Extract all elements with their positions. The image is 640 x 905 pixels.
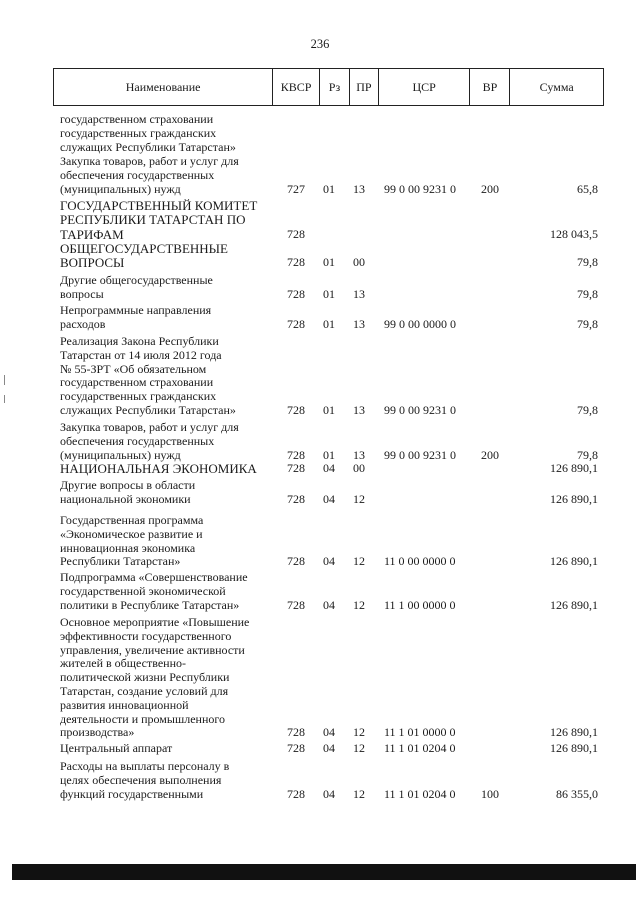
row-name-line: жителей в общественно- — [60, 656, 186, 671]
row-name — [60, 304, 266, 332]
row-name-line: Расходы на выплаты персоналу в — [60, 759, 230, 773]
row-sum: 79,8 — [577, 287, 598, 301]
row-pr: 00 — [353, 255, 365, 269]
row-name-line: национальной экономики — [60, 491, 191, 506]
row-name-line: ОБЩЕГОСУДАРСТВЕННЫЕ — [60, 241, 228, 256]
row-name-line: Другие общегосударственные — [60, 273, 213, 287]
row-name-line: Татарстан, создание условий для — [60, 683, 229, 698]
header-sum: Сумма — [539, 79, 574, 94]
header-kvsr: КВСР — [273, 69, 320, 105]
row-name-line: инновационная экономика — [60, 540, 196, 555]
row-pr: 13 — [353, 317, 365, 331]
row-name-line: управления, увеличение активности — [60, 642, 245, 657]
row-kvsr: 728 — [287, 403, 305, 417]
row-kvsr: 727 — [287, 182, 305, 196]
scan-border-bar — [12, 864, 636, 880]
row-name-line: политической жизни Республики — [60, 670, 230, 685]
row-name — [60, 199, 266, 242]
header-rz: Рз — [320, 69, 350, 105]
row-vr: 100 — [481, 787, 499, 801]
row-name-line: Центральный аппарат — [60, 741, 173, 755]
row-kvsr: 728 — [287, 227, 305, 241]
row-name-line: (муниципальных) нужд — [60, 181, 181, 196]
row-rz: 01 — [323, 255, 335, 269]
row-name-line: расходов — [60, 316, 106, 331]
row-pr: 13 — [353, 287, 365, 301]
row-pr: 12 — [353, 554, 365, 568]
row-name-line: Государственная программа — [60, 513, 204, 527]
row-sum: 86 355,0 — [556, 787, 598, 801]
row-rz: 04 — [323, 725, 335, 739]
row-sum: 126 890,1 — [550, 725, 598, 739]
row-name-line: государственном страховании — [60, 375, 214, 390]
row-vr: 200 — [481, 448, 499, 462]
row-name-line: «Экономическое развитие и — [60, 526, 203, 541]
row-sum: 126 890,1 — [550, 554, 598, 568]
row-csr: 11 1 01 0204 0 — [384, 787, 456, 801]
row-pr: 12 — [353, 741, 365, 755]
row-name-line: развития инновационной — [60, 697, 189, 712]
row-rz: 04 — [323, 492, 335, 506]
row-name-line: ТАРИФАМ — [60, 226, 124, 242]
row-sum: 126 890,1 — [550, 461, 598, 475]
row-csr: 99 0 00 9231 0 — [384, 182, 456, 196]
row-name-line: РЕСПУБЛИКИ ТАТАРСТАН ПО — [60, 212, 246, 228]
page-number: 236 — [310, 37, 330, 51]
row-rz: 01 — [323, 403, 335, 417]
header-vr: ВР — [470, 69, 510, 105]
row-name-line: № 55-ЗРТ «Об обязательном — [60, 361, 207, 376]
row-name-line: обеспечения государственных — [60, 167, 215, 182]
table-header — [53, 68, 604, 106]
row-name-line: функций государственными — [60, 786, 204, 801]
row-csr: 11 1 01 0000 0 — [384, 725, 456, 739]
row-kvsr: 728 — [287, 554, 305, 568]
row-csr: 11 1 01 0204 0 — [384, 741, 456, 755]
row-name-line: обеспечения государственных — [60, 433, 215, 448]
row-sum: 79,8 — [577, 255, 598, 269]
row-rz: 04 — [323, 787, 335, 801]
row-csr: 11 1 00 0000 0 — [384, 598, 456, 612]
row-kvsr: 728 — [287, 492, 305, 506]
row-name-line: Республики Татарстан» — [60, 554, 181, 569]
row-pr: 13 — [353, 403, 365, 417]
row-sum: 128 043,5 — [550, 227, 598, 241]
row-kvsr: 728 — [287, 725, 305, 739]
row-pr: 13 — [353, 448, 365, 462]
row-pr: 00 — [353, 461, 365, 475]
row-csr: 11 0 00 0000 0 — [384, 554, 456, 568]
row-pr: 12 — [353, 787, 365, 801]
row-sum: 79,8 — [577, 403, 598, 417]
row-name-line: Закупка товаров, работ и услуг для — [60, 420, 239, 434]
row-name — [60, 760, 266, 801]
row-name-line: ВОПРОСЫ — [60, 255, 125, 271]
row-sum: 126 890,1 — [550, 598, 598, 612]
row-name-line: Татарстан от 14 июля 2012 года — [60, 347, 222, 362]
row-pr: 12 — [353, 492, 365, 506]
row-kvsr: 728 — [287, 741, 305, 755]
row-name-line: служащих Республики Татарстан» — [60, 402, 236, 417]
row-name — [60, 514, 266, 569]
row-name — [60, 616, 266, 740]
row-name-line: Закупка товаров, работ и услуг для — [60, 154, 239, 168]
row-name-line: производства» — [60, 725, 135, 740]
row-vr: 200 — [481, 182, 499, 196]
row-name — [60, 155, 266, 196]
row-sum: 126 890,1 — [550, 492, 598, 506]
row-kvsr: 728 — [287, 317, 305, 331]
row-name-line: ГОСУДАРСТВЕННЫЙ КОМИТЕТ — [60, 198, 258, 213]
row-pr: 12 — [353, 725, 365, 739]
row-pr: 12 — [353, 598, 365, 612]
row-name-line: политики в Республике Татарстан» — [60, 597, 240, 612]
row-name — [60, 571, 266, 612]
row-name — [60, 113, 266, 154]
row-name-line: Реализация Закона Республики — [60, 334, 219, 348]
row-sum: 126 890,1 — [550, 741, 598, 755]
row-kvsr: 728 — [287, 287, 305, 301]
row-name-line: целях обеспечения выполнения — [60, 772, 222, 787]
row-name-line: государственных гражданских — [60, 389, 217, 404]
row-rz: 04 — [323, 741, 335, 755]
row-rz: 01 — [323, 287, 335, 301]
row-name-line: Непрограммные направления — [60, 303, 212, 317]
row-name-line: эффективности государственного — [60, 628, 232, 643]
row-kvsr: 728 — [287, 448, 305, 462]
row-name — [60, 742, 266, 756]
row-kvsr: 728 — [287, 461, 305, 475]
row-name-line: служащих Республики Татарстан» — [60, 139, 236, 154]
margin-mark — [4, 395, 5, 403]
row-sum: 65,8 — [577, 182, 598, 196]
row-csr: 99 0 00 9231 0 — [384, 448, 456, 462]
row-sum: 79,8 — [577, 317, 598, 331]
row-name — [60, 242, 266, 271]
header-pr: ПР — [350, 69, 379, 105]
row-name-line: НАЦИОНАЛЬНАЯ ЭКОНОМИКА — [60, 461, 257, 476]
row-csr: 99 0 00 9231 0 — [384, 403, 456, 417]
row-name-line: деятельности и промышленного — [60, 711, 225, 726]
row-name — [60, 479, 266, 507]
row-kvsr: 728 — [287, 787, 305, 801]
row-rz: 04 — [323, 598, 335, 612]
row-rz: 01 — [323, 317, 335, 331]
row-name-line: государственной экономической — [60, 583, 226, 598]
row-name — [60, 421, 266, 462]
row-name-line: вопросы — [60, 286, 104, 301]
row-kvsr: 728 — [287, 598, 305, 612]
row-name-line: Подпрограмма «Совершенствование — [60, 570, 248, 584]
header-csr: ЦСР — [379, 69, 471, 105]
header-name: Наименование — [54, 69, 273, 105]
row-pr: 13 — [353, 182, 365, 196]
row-name — [60, 462, 266, 476]
row-csr: 99 0 00 0000 0 — [384, 317, 456, 331]
row-name-line: Основное мероприятие «Повышение — [60, 615, 250, 629]
row-sum: 79,8 — [577, 448, 598, 462]
row-name-line: государственном страховании — [60, 112, 214, 126]
row-name-line: государственных гражданских — [60, 125, 217, 140]
row-rz: 01 — [323, 182, 335, 196]
row-name — [60, 274, 266, 302]
row-rz: 01 — [323, 448, 335, 462]
row-rz: 04 — [323, 461, 335, 475]
row-rz: 04 — [323, 554, 335, 568]
row-name — [60, 335, 266, 418]
margin-mark — [4, 375, 5, 385]
row-name-line: (муниципальных) нужд — [60, 447, 181, 462]
row-kvsr: 728 — [287, 255, 305, 269]
row-name-line: Другие вопросы в области — [60, 478, 196, 492]
